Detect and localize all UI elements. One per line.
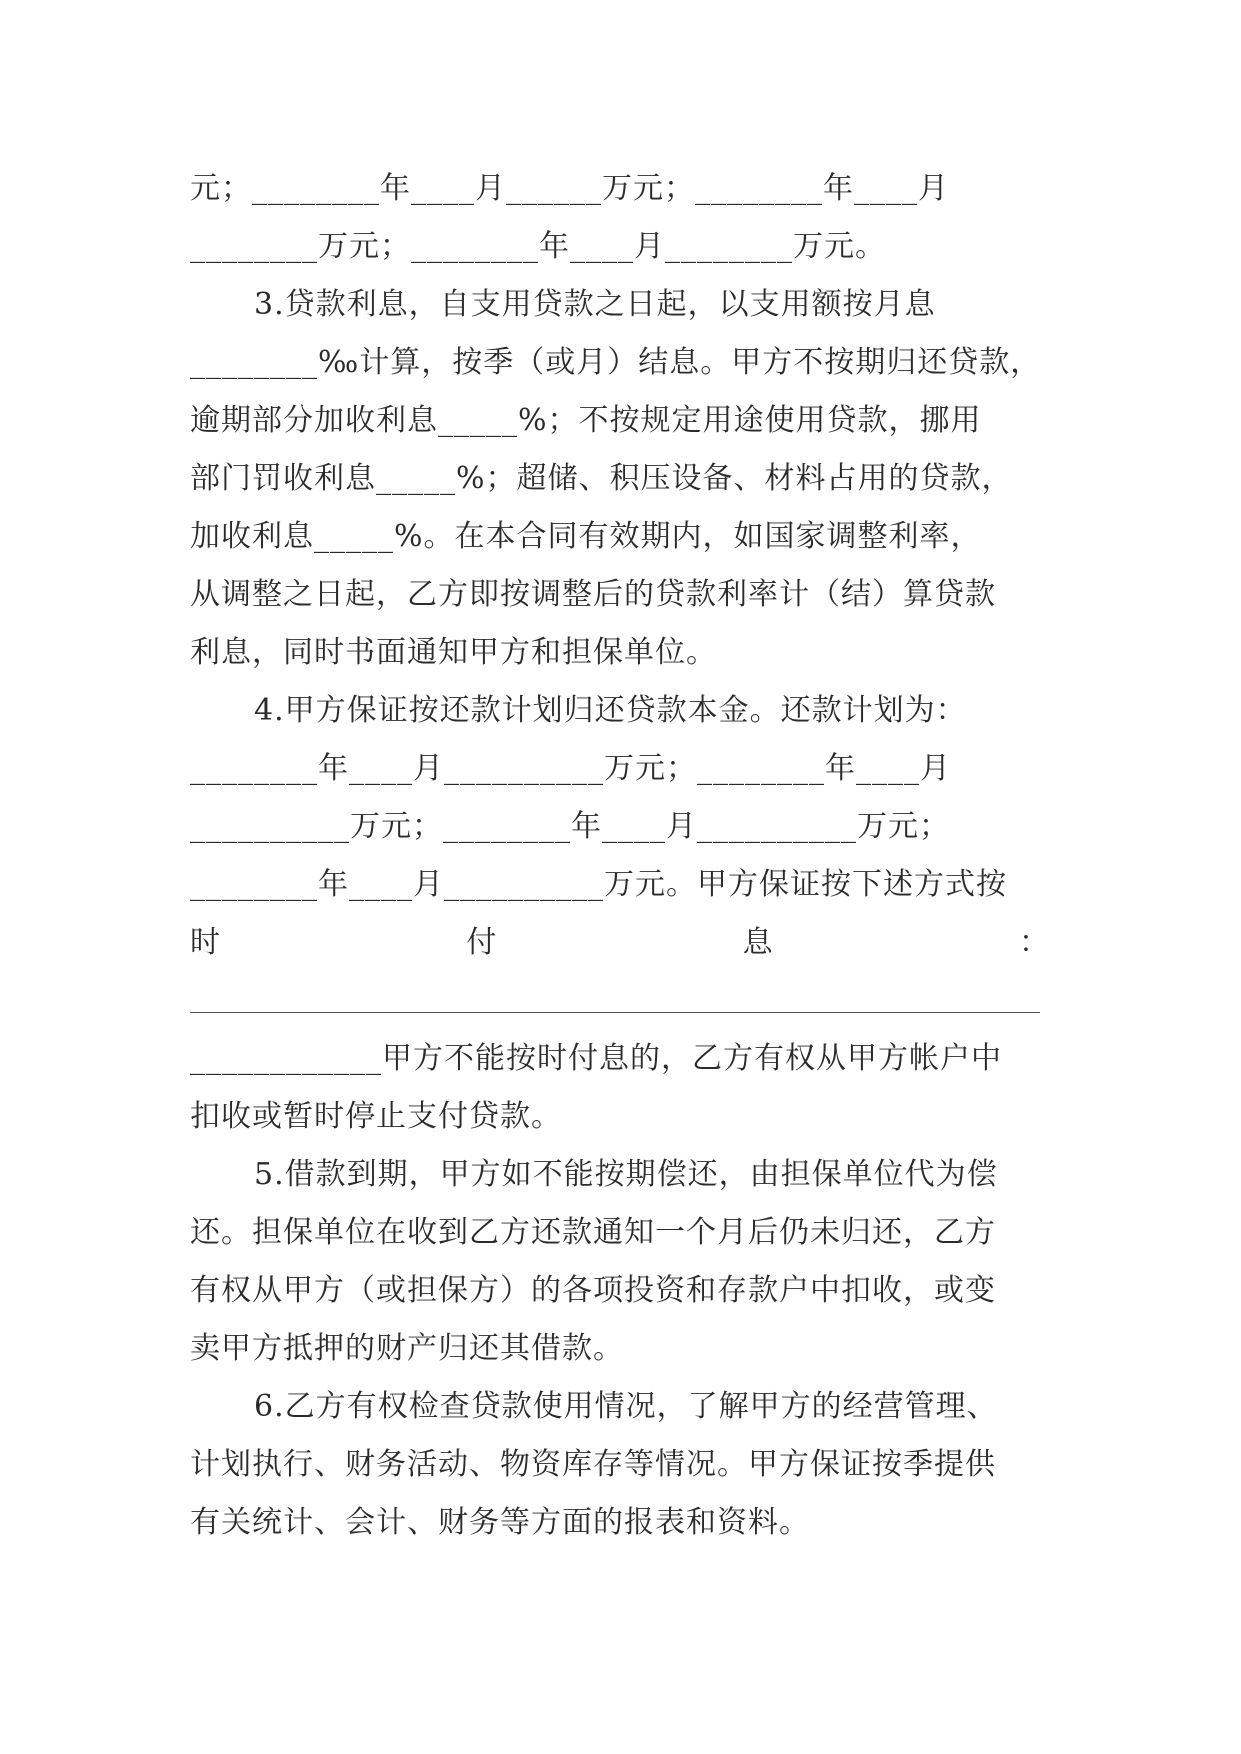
clause-3-heading-line: 3.贷款利息，自支用贷款之日起，以支用额按月息 [254,287,936,322]
blank-fill-rule [190,972,1050,1030]
underline-rule [190,1012,1040,1013]
text-line: 利息，同时书面通知甲方和担保单位。 [190,635,717,670]
text-line: __________万元；________年____月__________万元； [190,809,950,844]
text-line: ____________甲方不能按时付息的，乙方有权从甲方帐户中 [190,1041,1002,1076]
text-line: ________‰计算，按季（或月）结息。甲方不按期归还贷款， [190,345,1042,380]
clause-5-heading-line: 5.借款到期，甲方如不能按期偿还，由担保单位代为偿 [254,1157,998,1192]
spread-char: ： [1018,925,1050,960]
text-line: 扣收或暂时停止支付贷款。 [190,1099,562,1134]
clause-6-heading-line: 6.乙方有权检查贷款使用情况，了解甲方的经营管理、 [254,1389,998,1424]
text-line: 计划执行、财务活动、物资库存等情况。甲方保证按季提供 [190,1447,996,1482]
spread-char: 付 [466,925,498,960]
text-line: 从调整之日起，乙方即按调整后的贷款利率计（结）算贷款 [190,577,996,612]
text-line: 还。担保单位在收到乙方还款通知一个月后仍未归还，乙方 [190,1215,996,1250]
text-line: 卖甲方抵押的财产归还其借款。 [190,1331,624,1366]
text-line: 逾期部分加收利息_____%；不按规定用途使用贷款，挪用 [190,403,982,438]
text-line: 部门罚收利息_____%；超储、积压设备、材料占用的贷款， [190,461,1013,496]
text-line: 加收利息_____%。在本合同有效期内，如国家调整利率， [190,519,982,554]
text-line: 元；________年____月______万元；________年____月 [190,171,949,206]
spread-text-line [190,914,1050,972]
contract-body [190,160,1050,1552]
text-line: 有关统计、会计、财务等方面的报表和资料。 [190,1505,810,1540]
spread-char: 息 [742,925,774,960]
spread-char: 时 [190,925,221,960]
text-line: ________年____月__________万元。甲方保证按下述方式按 [190,867,1007,902]
text-line: 有权从甲方（或担保方）的各项投资和存款户中扣收，或变 [190,1273,996,1308]
text-line: ________万元；________年____月________万元。 [190,229,886,264]
text-line: ________年____月__________万元；________年____月 [190,751,951,786]
clause-4-heading-line: 4.甲方保证按还款计划归还贷款本金。还款计划为： [254,693,967,728]
